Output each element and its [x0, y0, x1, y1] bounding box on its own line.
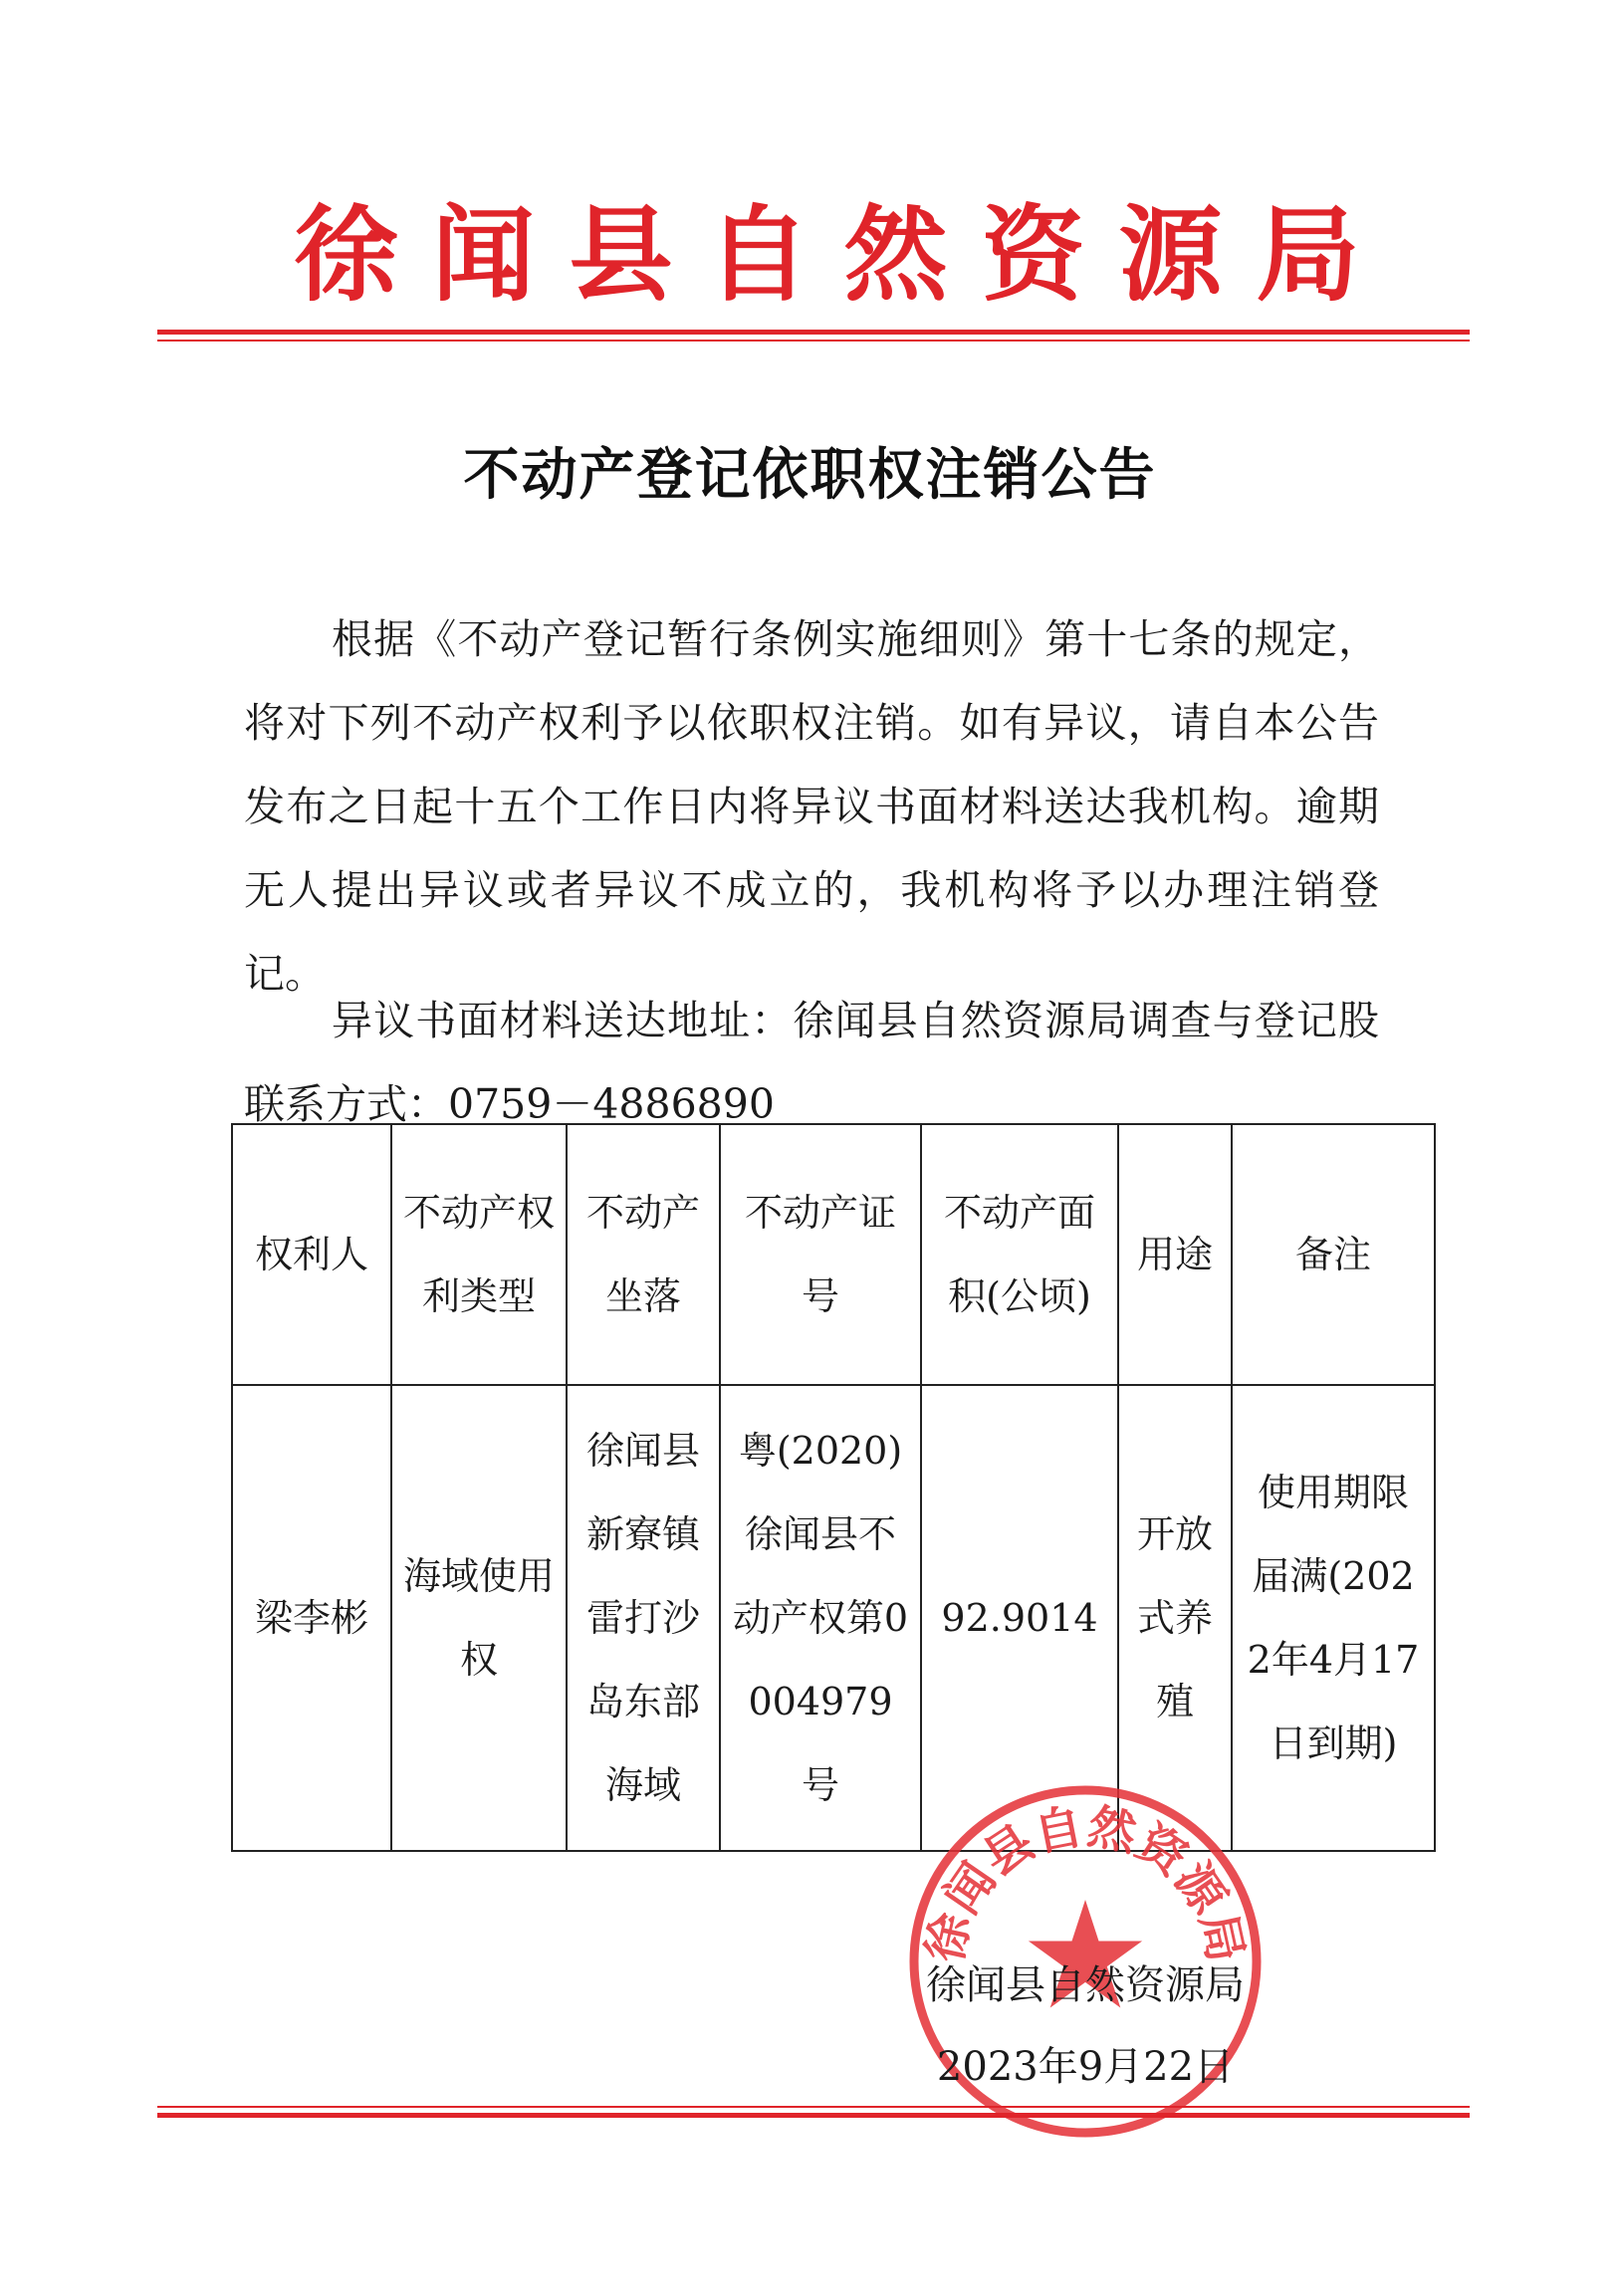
- col-header-area: 不动产面积(公顷): [921, 1124, 1118, 1385]
- header-redline-thin: [157, 340, 1470, 342]
- seal-arc-text: 徐闻县自然资源局: [916, 1798, 1255, 1967]
- signature-date: 2023年9月22日: [936, 2044, 1235, 2090]
- cell-location: 徐闻县新寮镇雷打沙岛东部海域: [567, 1385, 720, 1851]
- header-redline-thick: [157, 330, 1470, 335]
- table-row: [232, 1385, 1435, 1851]
- cell-usage: 开放式养殖: [1118, 1385, 1232, 1851]
- footer-redline-thick: [157, 2113, 1470, 2118]
- table-header-row: [232, 1124, 1435, 1385]
- cell-remark: 使用期限届满(2022年4月17日到期): [1232, 1385, 1435, 1851]
- col-header-usage: 用途: [1118, 1124, 1232, 1385]
- agency-header-title: 徐闻县自然资源局: [294, 194, 1394, 316]
- signature-issuer: 徐闻县自然资源局: [926, 1962, 1245, 2008]
- cell-right-holder: 梁李彬: [232, 1385, 391, 1851]
- cell-area: 92.9014: [921, 1385, 1118, 1851]
- col-header-right-type: 不动产权利类型: [391, 1124, 567, 1385]
- col-header-location: 不动产坐落: [567, 1124, 720, 1385]
- notice-paragraph-legal-basis: 根据《不动产登记暂行条例实施细则》第十七条的规定，将对下列不动产权利予以依职权注销。如有异议，请自本公告发布之日起十五个工作日内将异议书面材料送达我机构。逾期无人提出异议或者异议不成立的，我机构将予以办理注销登记。: [244, 615, 1379, 998]
- cell-certificate-no: 粤(2020)徐闻县不动产权第0004979号: [720, 1385, 921, 1851]
- col-header-remark: 备注: [1232, 1124, 1435, 1385]
- col-header-right-holder: 权利人: [232, 1124, 391, 1385]
- cell-right-type: 海域使用权: [391, 1385, 567, 1851]
- notice-paragraph-contact: 异议书面材料送达地址：徐闻县自然资源局调查与登记股联系方式：0759－4886890: [244, 997, 1379, 1128]
- col-header-certificate-no: 不动产证号: [720, 1124, 921, 1385]
- cancellation-records-table: [231, 1123, 1436, 1852]
- footer-redline-thin: [157, 2106, 1470, 2108]
- notice-title: 不动产登记依职权注销公告: [463, 443, 1157, 508]
